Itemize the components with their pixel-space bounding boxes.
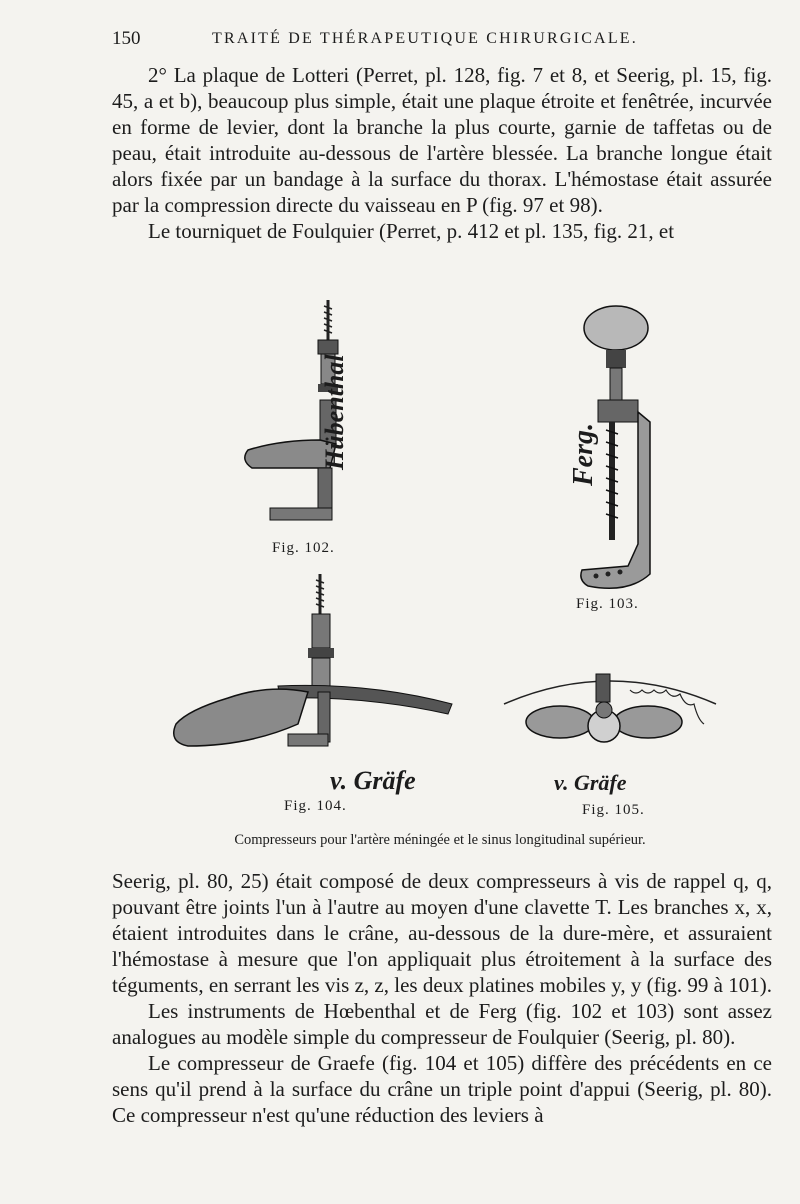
figure-plate (0, 290, 800, 860)
fig-104-illustration (168, 574, 458, 754)
figure-caption: Compresseurs pour l'artère méningée et le sinus longitudinal supérieur. (234, 832, 646, 848)
fig-104-label: Fig. 104. (284, 798, 347, 814)
paragraph-hoebenthal-ferg: Les instruments de Hœbenthal et de Ferg (fig. 102 et 103) sont assez analogues au modèle simple du compresseur de Foulquier (Seerig, pl. 80). (112, 999, 772, 1049)
fig-102-label: Fig. 102. (272, 540, 335, 556)
running-title: TRAITÉ DE THÉRAPEUTIQUE CHIRURGICALE. (212, 30, 638, 47)
page-number: 150 (112, 28, 141, 49)
fig-104-engraving: v. Gräfe (330, 766, 416, 795)
paragraph-foulquier-continued: Seerig, pl. 80, 25) était composé de deux compresseurs à vis de rappel q, q, pouvant être joints l'un à l'autre au moyen d'une clavette T. Les branches x, x, étaient introduites dans le crâne, au-dessous de la dure-mère, et assuraient l'hémostase à mesure que l'on appliquait plus étroitement à la surface des téguments, en serrant les vis z, z, les deux platines mobiles y, y (fig. 99 à 101). (112, 869, 772, 997)
paragraph-lotteri: 2° La plaque de Lotteri (Perret, pl. 128, fig. 7 et 8, et Seerig, pl. 15, fig. 45, a et b), beaucoup plus simple, était une plaque étroite et fenêtrée, incurvée en forme de levier, dont la branche la plus courte, garnie de taffetas ou de peau, était introduite au-dessous de l'artère blessée. La branche longue était alors fixée par un bandage à la surface du thorax. L'hémostase était assurée par la compression directe du vaisseau en P (fig. 97 et 98). (112, 63, 772, 217)
page-header (112, 28, 772, 54)
fig-105-illustration (500, 664, 720, 774)
fig-103-label: Fig. 103. (576, 596, 639, 612)
fig-102-engraving: Hübenthal (320, 354, 349, 470)
fig-105-engraving: v. Gräfe (554, 770, 627, 795)
body-text-top (112, 62, 772, 244)
fig-105-label: Fig. 105. (582, 802, 645, 818)
paragraph-foulquier-start: Le tourniquet de Foulquier (Perret, p. 412 et pl. 135, fig. 21, et (148, 219, 675, 243)
fig-103-engraving: Ferg. (568, 423, 599, 486)
body-text-bottom (112, 868, 772, 1128)
paragraph-graefe: Le compresseur de Graefe (fig. 104 et 105) diffère des précédents en ce sens qu'il prend à la surface du crâne un triple point d'appui (Seerig, pl. 80). Ce compresseur n'est qu'une réduction des leviers à (112, 1051, 772, 1127)
